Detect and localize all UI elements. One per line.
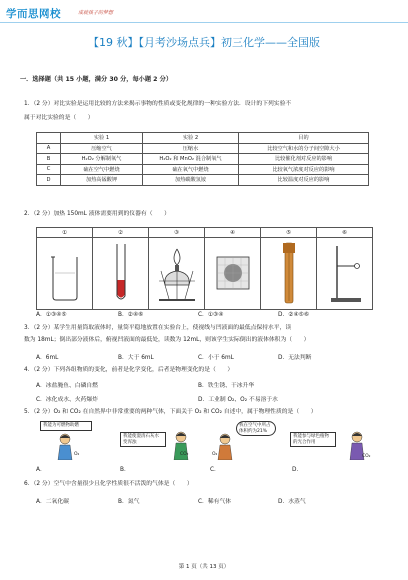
table-row	[37, 175, 369, 186]
apparatus-number: ①	[37, 228, 93, 238]
question-1-line-2: 属于对比实验的是（ ）	[24, 115, 94, 121]
question-6-option-d: D．水蒸气	[278, 499, 306, 505]
header-divider	[0, 22, 408, 23]
question-4-option-d: D．工业制 O₂、O₂ 不易溶于水	[198, 397, 278, 403]
question-5-option-c: C．	[210, 467, 220, 473]
gas-label-a: O₂	[74, 452, 80, 457]
table-cell: B	[37, 154, 61, 165]
question-4-stem: 4．（2 分）下列各组物质的变化，前者是化学变化，后者是物理变化的是（ ）	[24, 367, 234, 373]
table-cell: 压缩水	[143, 143, 239, 154]
table-cell: 压缩空气	[61, 143, 143, 154]
question-6-option-c: C．稀有气体	[198, 499, 232, 505]
question-6-option-a: A．二氧化碳	[36, 499, 69, 505]
question-3-option-a: A．6mL	[36, 355, 59, 361]
alcohol-lamp-icon	[149, 238, 205, 310]
question-2-option-a: A．①③④⑤	[36, 312, 67, 318]
table-cell: 加热碳酸氢铵	[143, 175, 239, 186]
gas-label-b: CO₂	[180, 452, 189, 457]
question-2-stem: 2．（2 分）加热 150mL 液体需要用到的仪器有（ ）	[24, 211, 170, 217]
table-cell: 加热高锰酸钾	[61, 175, 143, 186]
apparatus-number: ③	[149, 228, 205, 238]
table-cell: 硫在氧气中燃烧	[143, 164, 239, 175]
apparatus-image-row	[37, 238, 373, 310]
brand-slogan: 成就孩子的梦想	[78, 10, 114, 16]
apparatus-number: ②	[93, 228, 149, 238]
speech-bubble-a: 我能为可燃物助燃	[40, 421, 92, 431]
question-3-line-1: 3．（2 分）某学生用量筒取液体时，量筒平稳地放置在实验台上，使视线与凹液面的最低点保持水平，读	[24, 325, 292, 331]
question-6-option-b: B．氮气	[118, 499, 140, 505]
question-5-option-b: B．	[120, 467, 130, 473]
table-row	[37, 143, 369, 154]
gas-label-d: CO₂	[362, 454, 371, 459]
apparatus-number: ⑤	[261, 228, 317, 238]
speech-bubble-c: 我在空气中所占体积约为21%	[236, 421, 276, 436]
table-header-cell: 实验 1	[61, 133, 143, 144]
question-3-option-c: C．小于 6mL	[198, 355, 234, 361]
question-2-option-b: B．②④⑥	[118, 312, 144, 318]
apparatus-number: ⑥	[317, 228, 373, 238]
question-6-stem: 6．（2 分）空气中含量很少且化学性质很不活泼的气体是（ ）	[24, 481, 193, 487]
table-row	[37, 164, 369, 175]
table-header-cell: 目的	[239, 133, 369, 144]
table-cell: 比较氧气浓度对反应的影响	[239, 164, 369, 175]
beaker-icon	[37, 238, 93, 310]
question-5-stem: 5．（2 分）O₂ 和 CO₂ 在自然界中非常重要的两种气体，下面关于 O₂ 和 CO₂ 自述中，属于物理性质的是（ ）	[24, 409, 317, 415]
asbestos-mesh-icon	[205, 238, 261, 310]
test-tube-icon	[93, 238, 149, 310]
page-footer: 第 1 页（共 13 页）	[178, 564, 230, 570]
gas-label-c: O₂	[212, 452, 218, 457]
question-4-option-c: C．冰化成水、火药爆炸	[36, 397, 99, 403]
apparatus-table	[36, 227, 373, 310]
table-cell: A	[37, 143, 61, 154]
speech-bubble-b: 我能使澄清石灰水变浑浊	[120, 432, 166, 447]
table-header-cell: 实验 2	[143, 133, 239, 144]
test-tube-holder-icon	[261, 238, 317, 310]
question-5-option-a: A．	[36, 467, 46, 473]
table-header-row	[37, 133, 369, 144]
brand-logo: 学而思网校	[6, 8, 61, 20]
question-5-option-d: D．	[292, 467, 303, 473]
table-cell: 比较空气和水的分子间空隙大小	[239, 143, 369, 154]
table-cell: H₂O₂ 和 MnO₂ 混合制氧气	[143, 154, 239, 165]
question-1-line-1: 1．（2 分）对比实验是运用比较的方法来揭示事物的性质或变化规律的一种实验方法．设计的下列实验不	[24, 101, 292, 107]
table-cell: 比较催化剂对反应的影响	[239, 154, 369, 165]
apparatus-number-row	[37, 228, 373, 238]
table-cell: 比较温度对反应的影响	[239, 175, 369, 186]
question-4-option-a: A．冰盐腌鱼、白磷自燃	[36, 383, 98, 389]
table-cell: H₂O₂ 分解制氧气	[61, 154, 143, 165]
question-1-table	[36, 132, 369, 186]
page-header	[0, 0, 408, 24]
table-row	[37, 154, 369, 165]
apparatus-number: ④	[205, 228, 261, 238]
question-3-line-2: 数为 18mL；倒出部分液体后，俯视凹液面的最低处，读数为 12mL，则该学生实际倒出的液体体积为（ ）	[24, 337, 310, 343]
table-header-cell	[37, 133, 61, 144]
question-3-option-b: B．大于 6mL	[118, 355, 154, 361]
document-title: 【19 秋】【月考沙场点兵】初三化学——全国版	[88, 36, 320, 49]
table-cell: C	[37, 164, 61, 175]
question-2-option-c: C．①③④	[198, 312, 224, 318]
speech-bubble-d: 我能参与绿色植物的光合作用	[290, 432, 336, 447]
question-3-option-d: D．无法判断	[278, 355, 312, 361]
section-heading: 一．选择题（共 15 小题，满分 30 分，每小题 2 分）	[20, 76, 173, 83]
table-cell: D	[37, 175, 61, 186]
question-2-option-d: D．②④⑤⑥	[278, 312, 310, 318]
iron-stand-icon	[317, 238, 373, 310]
table-cell: 硫在空气中燃烧	[61, 164, 143, 175]
question-4-option-b: B．铁生锈、干冰升华	[198, 383, 255, 389]
